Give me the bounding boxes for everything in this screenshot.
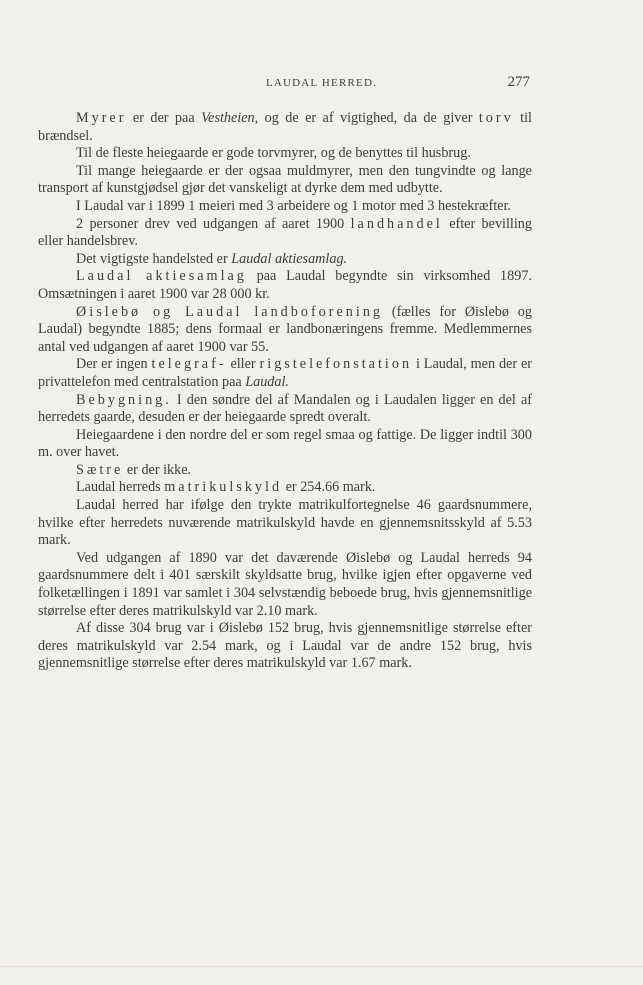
paragraph	[38, 356, 532, 391]
paragraph	[38, 427, 532, 462]
spaced-term: matrikulskyld	[164, 479, 283, 496]
paragraph	[38, 497, 532, 550]
spaced-term: Sætre	[76, 461, 124, 478]
italic-term: Vestheien,	[201, 110, 259, 126]
text-run: paa Laudal begyndte sin virksomhed 1897. Omsætningen i aaret 1900 var 28 000 kr.	[38, 268, 532, 302]
text-run: og de er af vigtighed, da de giver	[258, 110, 479, 126]
text-run: I den søndre del af Mandalen og i Laudalen ligger en del af herredets gaarde, desuden er der heiegaarde spredt overalt.	[38, 391, 532, 426]
spaced-term: telegraf-	[151, 356, 227, 373]
spaced-term: Bebygning.	[76, 391, 172, 408]
text-run: Laudal herreds	[76, 479, 165, 496]
paragraph	[38, 462, 532, 480]
text-run: Der er ingen	[76, 356, 152, 373]
text-run: Ved udgangen af 1890 var det daværende Øislebø og Laudal herreds 94 gaardsnummere delt i 401 særskilt skyldsatte brug, hvilke igjen efter opgaverne ved folketællingen i 1891 var samlet i 304 selvstændig beboede brug, hvis gjennemsnitlige størrelse efter deres matrikulskyld var 2.10 mark.	[38, 549, 532, 619]
text-run: er der paa	[126, 110, 202, 126]
text-run: 2 personer drev ved udgangen af aaret 1900	[76, 215, 351, 232]
text-run: Af disse 304 brug var i Øislebø 152 brug, hvis gjennemsnitlige størrelse efter deres matrikulskyld var 2.54 mark, og i Laudal var de andre 152 brug, hvis gjennemsnitlige størrelse efter deres matrikulskyld var 1.67 mark.	[38, 620, 532, 672]
paragraph	[38, 198, 532, 216]
text-run: (fælles for Øislebø og Laudal) begyndte 1885; dens formaal er landbonæringens fremme. Medlemmernes antal ved udgangen af aaret 1900 var 55.	[38, 303, 532, 355]
text-run: er der ikke.	[123, 461, 192, 478]
text-run: i Laudal, men der er privattelefon med centralstation paa	[38, 356, 532, 390]
text-run: til brændsel.	[38, 110, 532, 144]
text-run: Laudal herred har ifølge den trykte matrikulfortegnelse 46 gaardsnummere, hvilke efter herredets nuværende matrikulskyld havde en gjennemsnitsskyld af 5.53 mark.	[38, 497, 532, 549]
page-bottom-edge	[0, 966, 643, 967]
paragraph	[38, 304, 532, 357]
running-head: LAUDAL HERRED.	[265, 77, 378, 89]
italic-term: Laudal.	[245, 373, 289, 390]
spaced-term: rigstelefonstation	[259, 356, 413, 373]
spaced-term: Laudal aktiesamlag	[76, 268, 247, 285]
page-header	[0, 74, 643, 94]
paragraph	[38, 216, 532, 251]
paragraph	[38, 163, 532, 198]
text-run: er 254.66 mark.	[282, 479, 376, 496]
spaced-term: landhandel	[350, 215, 443, 232]
paragraph	[38, 550, 532, 620]
paragraph	[38, 110, 532, 145]
paragraph	[38, 145, 532, 163]
page-number: 277	[507, 74, 530, 90]
text-run: Til de fleste heiegaarde er gode torvmyrer, og de benyttes til husbrug.	[76, 145, 471, 162]
paragraph	[38, 268, 532, 303]
paragraph	[38, 392, 532, 427]
body-text	[38, 110, 532, 673]
paragraph	[38, 479, 532, 497]
spaced-term: Myrer	[76, 110, 127, 126]
text-run: Det vigtigste handelsted er	[76, 250, 232, 267]
text-run: efter bevilling eller handelsbrev.	[38, 215, 532, 250]
text-run: Til mange heiegaarde er der ogsaa muldmyrer, men den tungvindte og lange transport af kunstgjødsel gjør det vanskeligt at dyrke dem med udbytte.	[38, 162, 532, 197]
paragraph	[38, 620, 532, 673]
spaced-term: torv	[478, 110, 514, 126]
text-run: I Laudal var i 1899 1 meieri med 3 arbeidere og 1 motor med 3 hestekræfter.	[76, 197, 511, 214]
text-run: eller	[226, 356, 260, 373]
paragraph	[38, 251, 532, 269]
italic-term: Laudal aktiesamlag.	[231, 250, 348, 267]
spaced-term: Øislebø og Laudal landboforening	[76, 303, 384, 320]
text-run: Heiegaardene i den nordre del er som regel smaa og fattige. De ligger indtil 300 m. over havet.	[38, 426, 532, 461]
